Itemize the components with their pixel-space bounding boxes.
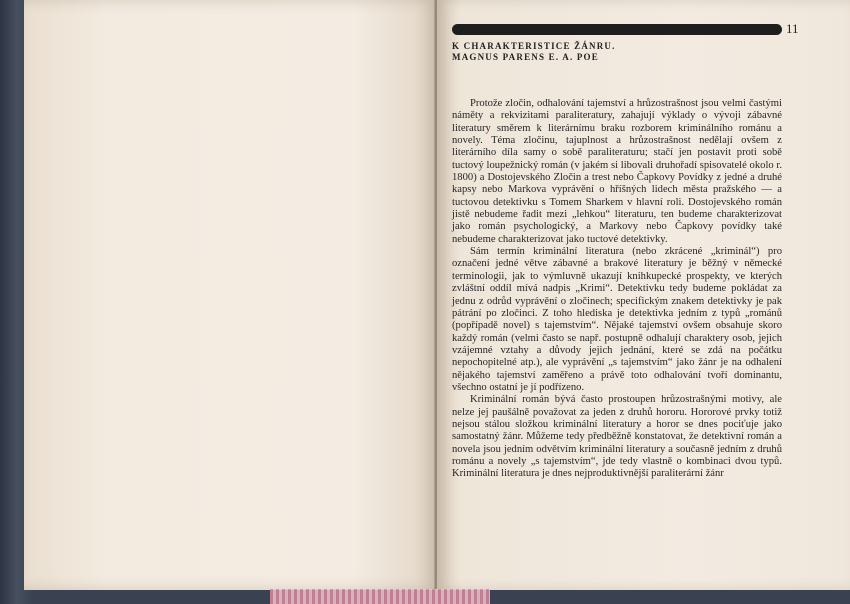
paragraph: Kriminální román bývá často prostoupen hrůzostrašnými motivy, ale nelze jej paušálně považovat za jeden z druhů hororu. Hororové prvky totiž nejsou stálou složkou kriminální literatury a horor se dnes pociťuje jako samostatný žánr. Můžeme tedy předběžně konstatovat, že detektivní román a novela jsou jedním odvětvím kriminální literatury a současně jedním z druhů románu a novely „s tajemstvím“, jde tedy vlastně o kombinaci dvou typů. Kriminální literatura je dnes nejproduktivnější paraliterární žánr	[452, 394, 782, 480]
chapter-heading-line-1: K CHARAKTERISTICE ŽÁNRU.	[452, 41, 616, 51]
left-page-blank	[24, 0, 436, 590]
bookmark-ribbon	[270, 589, 490, 604]
body-text	[452, 98, 782, 481]
chapter-heading-line-2: MAGNUS PARENS E. A. POE	[452, 52, 599, 62]
paragraph: Protože zločin, odhalování tajemství a hrůzostrašnost jsou velmi častými náměty a rekvizitami paraliteratury, zahajují výklady o vývoji zábavné literatury směrem k literárnímu braku rozborem kriminálního románu a novely. Téma zločinu, tajuplnost a hrůzostrašnost nedělají ovšem z literárního díla samy o sobě paraliteraturu; stačí jen postavit proti sobě tuctový loupežnický román (v jakém si libovali druhořadí spisovatelé okolo r. 1800) a Dostojevského Zločin a trest nebo Čapkovy Povídky z jedné a druhé kapsy nebo Markova vyprávění o hříšných lidech města pražského — a tuctovou detektivku s Tomem Sharkem v hlavní roli. Dostojevského román jistě nebudeme řadit mezi „lehkou“ literaturu, ten budeme charakterizovat jako román psychologický, a Markovy nebo Čapkovy povídky také nebudeme charakterizovat jako tuctové detektivky.	[452, 98, 782, 245]
running-header-bar	[452, 24, 782, 35]
paragraph: Sám termín kriminální literatura (nebo zkrácené „kriminál“) pro označení jedné větve zábavné a brakové literatury je běžný v německé terminologii, jak to výmluvně ukazují knihkupecké prospekty, ve kterých zvláštní oddíl mívá nadpis „Krimi“. Detektivku tedy budeme pokládat za jednu z odrůd vyprávění o zločinech; specifickým znakem detektivky je pak pátrání po zločinci. Z toho hlediska je detektivka jedním z typů „románů (popřípadě novel) s tajemstvím“. Nějaké tajemství ovšem obsahuje skoro každý román (velmi často se např. postupně odhalují charaktery osob, jejich vzájemné vztahy a důvody jejich jednání, které se zdá na počátku nepochopitelné atp.), ale vyprávění „s tajemstvím“ jako žánr je na odhalení nějakého tajemství zaměřeno a právě toto odhalování tvoří dominantu, všechno ostatní je jí podřízeno.	[452, 246, 782, 393]
chapter-heading	[452, 41, 782, 63]
page-number: 11	[786, 21, 799, 36]
